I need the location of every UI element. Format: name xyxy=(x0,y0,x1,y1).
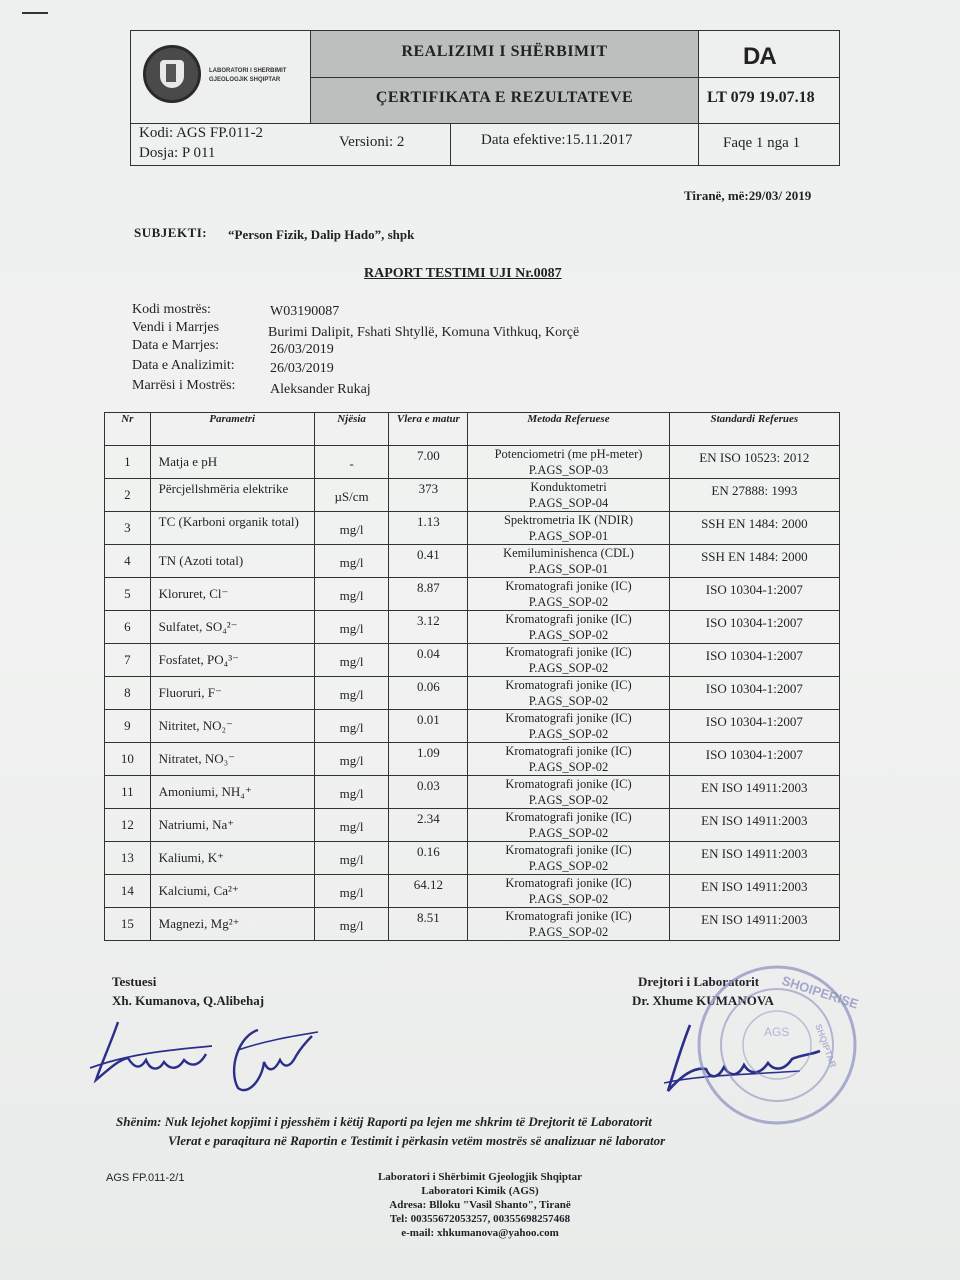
cell-method xyxy=(468,743,669,776)
ags-seal-icon xyxy=(143,45,201,103)
method-sop: P.AGS_SOP-02 xyxy=(528,727,609,741)
cell-method xyxy=(468,479,669,512)
cell-value: 1.13 xyxy=(389,512,468,545)
sample-label: Data e Analizimit: xyxy=(132,358,235,373)
method-sop: P.AGS_SOP-01 xyxy=(528,529,609,543)
sample-label: Data e Marrjes: xyxy=(132,338,220,353)
note-line-1: Shënim: Nuk lejohet kopjimi i pjesshëm i këtij Raporti pa lejen me shkrim të Drejtorit të Laboratorit xyxy=(116,1114,652,1129)
director-name: Dr. Xhume KUMANOVA xyxy=(632,993,774,1008)
cell-unit: mg/l xyxy=(314,743,389,776)
cell-method xyxy=(468,446,669,479)
subject-label: SUBJEKTI: xyxy=(134,225,208,240)
col-header-standard: Standardi Referues xyxy=(669,413,839,446)
cell-parameter: Nitratet, NO₃⁻ xyxy=(150,743,314,776)
cell-method xyxy=(468,776,669,809)
method-sop: P.AGS_SOP-02 xyxy=(528,661,609,675)
cell-nr: 15 xyxy=(105,908,151,941)
method-name: Kromatografi jonike (IC) xyxy=(505,810,632,824)
col-header-method: Metoda Referuese xyxy=(468,413,669,446)
col-header-parameter: Parametri xyxy=(150,413,314,446)
cell-value: 8.51 xyxy=(389,908,468,941)
table-row xyxy=(105,710,840,743)
cell-parameter: Kalciumi, Ca²⁺ xyxy=(150,875,314,908)
cell-unit: mg/l xyxy=(314,677,389,710)
cell-method xyxy=(468,578,669,611)
cell-method xyxy=(468,875,669,908)
kodi: Kodi: AGS FP.011-2 xyxy=(139,125,264,141)
cell-nr: 12 xyxy=(105,809,151,842)
sample-value: Burimi Dalipit, Fshati Shtyllë, Komuna Vithkuq, Korçë xyxy=(268,325,580,340)
method-name: Spektrometria IK (NDIR) xyxy=(503,513,634,527)
cell-nr: 8 xyxy=(105,677,151,710)
results-table xyxy=(104,412,840,941)
table-row xyxy=(105,743,840,776)
footer-line: Tel: 00355672053257, 00355698257468 xyxy=(389,1213,571,1225)
cell-nr: 4 xyxy=(105,545,151,578)
col-header-nr: Nr xyxy=(105,413,151,446)
header-block xyxy=(130,30,840,166)
tester-names: Xh. Kumanova, Q.Alibehaj xyxy=(112,993,265,1008)
cell-method xyxy=(468,545,669,578)
method-sop: P.AGS_SOP-01 xyxy=(528,562,609,576)
method-name: Kromatografi jonike (IC) xyxy=(505,744,632,758)
cell-nr: 9 xyxy=(105,710,151,743)
table-row xyxy=(105,578,840,611)
method-name: Kromatografi jonike (IC) xyxy=(505,612,632,626)
cell-standard: EN ISO 14911:2003 xyxy=(669,875,839,908)
table-row xyxy=(105,446,840,479)
col-header-unit: Njësia xyxy=(314,413,389,446)
footer-line: e-mail: xhkumanova@yahoo.com xyxy=(401,1227,559,1239)
place-date: Tiranë, më:29/03/ 2019 xyxy=(684,188,812,203)
tester-title: Testuesi xyxy=(112,974,157,989)
method-name: Kromatografi jonike (IC) xyxy=(505,909,632,923)
table-row xyxy=(105,908,840,941)
sample-value: 26/03/2019 xyxy=(270,361,334,376)
data-efektive: Data efektive:15.11.2017 xyxy=(481,132,633,148)
method-name: Konduktometri xyxy=(530,480,607,494)
cell-parameter: TN (Azoti total) xyxy=(150,545,314,578)
method-sop: P.AGS_SOP-02 xyxy=(528,925,609,939)
cell-method xyxy=(468,842,669,875)
dosja: Dosja: P 011 xyxy=(139,145,216,161)
cell-value: 1.09 xyxy=(389,743,468,776)
cell-nr: 10 xyxy=(105,743,151,776)
method-sop: P.AGS_SOP-03 xyxy=(528,463,609,477)
cell-unit: µS/cm xyxy=(314,479,389,512)
cell-method xyxy=(468,512,669,545)
cell-value: 0.03 xyxy=(389,776,468,809)
cell-nr: 5 xyxy=(105,578,151,611)
cell-value: 0.01 xyxy=(389,710,468,743)
faqe: Faqe 1 nga 1 xyxy=(723,135,801,151)
cell-parameter: Natriumi, Na⁺ xyxy=(150,809,314,842)
method-name: Kromatografi jonike (IC) xyxy=(505,678,632,692)
footer-address xyxy=(0,1170,960,1240)
table-row xyxy=(105,809,840,842)
cell-value: 373 xyxy=(389,479,468,512)
cell-standard: ISO 10304-1:2007 xyxy=(669,710,839,743)
cell-standard: ISO 10304-1:2007 xyxy=(669,578,839,611)
sample-label: Vendi i Marrjes xyxy=(132,320,220,335)
method-name: Kromatografi jonike (IC) xyxy=(505,579,632,593)
svg-text:SHOIPERISE: SHOIPERISE xyxy=(780,972,861,1012)
svg-text:SHQIPTAR: SHQIPTAR xyxy=(813,1022,839,1069)
cell-nr: 13 xyxy=(105,842,151,875)
sample-value: Aleksander Rukaj xyxy=(270,382,371,397)
cell-standard: ISO 10304-1:2007 xyxy=(669,644,839,677)
cell-nr: 14 xyxy=(105,875,151,908)
cell-parameter: Kloruret, Cl⁻ xyxy=(150,578,314,611)
cell-method xyxy=(468,677,669,710)
cell-parameter: Amoniumi, NH₄⁺ xyxy=(150,776,314,809)
cell-nr: 2 xyxy=(105,479,151,512)
cell-value: 0.41 xyxy=(389,545,468,578)
cell-unit: mg/l xyxy=(314,776,389,809)
method-sop: P.AGS_SOP-02 xyxy=(528,793,609,807)
cell-standard: EN ISO 14911:2003 xyxy=(669,809,839,842)
method-sop: P.AGS_SOP-02 xyxy=(528,859,609,873)
cell-standard: EN 27888: 1993 xyxy=(669,479,839,512)
logo-text: LABORATORI I SHERBIMIT GJEOLOGJIK SHQIPTAR xyxy=(209,68,287,83)
cell-method xyxy=(468,644,669,677)
method-sop: P.AGS_SOP-02 xyxy=(528,595,609,609)
cell-method xyxy=(468,908,669,941)
cell-method xyxy=(468,611,669,644)
method-name: Kromatografi jonike (IC) xyxy=(505,645,632,659)
header-title-top: REALIZIMI I SHËRBIMIT xyxy=(401,43,608,60)
cell-parameter: Matja e pH xyxy=(150,446,314,479)
cell-value: 0.04 xyxy=(389,644,468,677)
table-row xyxy=(105,611,840,644)
cell-unit: mg/l xyxy=(314,644,389,677)
table-row xyxy=(105,644,840,677)
cell-method xyxy=(468,809,669,842)
cell-nr: 7 xyxy=(105,644,151,677)
cell-standard: EN ISO 10523: 2012 xyxy=(669,446,839,479)
table-row xyxy=(105,875,840,908)
cell-unit: mg/l xyxy=(314,875,389,908)
cell-nr: 11 xyxy=(105,776,151,809)
cell-parameter: Magnezi, Mg²⁺ xyxy=(150,908,314,941)
cell-parameter: Fluoruri, F⁻ xyxy=(150,677,314,710)
footer-line: Laboratori Kimik (AGS) xyxy=(421,1185,539,1197)
table-header-row xyxy=(105,413,840,446)
footer-line: Adresa: Blloku "Vasil Shanto", Tiranë xyxy=(389,1199,571,1211)
cert-code: LT 079 19.07.18 xyxy=(707,89,815,106)
cell-unit: mg/l xyxy=(314,710,389,743)
method-name: Kromatografi jonike (IC) xyxy=(505,711,632,725)
method-sop: P.AGS_SOP-02 xyxy=(528,628,609,642)
version-cell xyxy=(311,124,451,165)
cell-value: 2.34 xyxy=(389,809,468,842)
table-row xyxy=(105,479,840,512)
da-logo: DA xyxy=(743,43,776,70)
cell-value: 0.06 xyxy=(389,677,468,710)
cell-unit: mg/l xyxy=(314,611,389,644)
logo-cell xyxy=(131,31,311,124)
method-name: Kromatografi jonike (IC) xyxy=(505,843,632,857)
cell-unit: mg/l xyxy=(314,908,389,941)
svg-text:AGS: AGS xyxy=(764,1025,790,1039)
cell-value: 0.16 xyxy=(389,842,468,875)
sample-label: Kodi mostrës: xyxy=(132,302,211,317)
table-row xyxy=(105,545,840,578)
cell-unit: - xyxy=(314,446,389,479)
cell-parameter: Nitritet, NO₂⁻ xyxy=(150,710,314,743)
cell-unit: mg/l xyxy=(314,545,389,578)
cell-parameter: Kaliumi, K⁺ xyxy=(150,842,314,875)
method-sop: P.AGS_SOP-02 xyxy=(528,892,609,906)
cell-method xyxy=(468,710,669,743)
report-title: RAPORT TESTIMI UJI Nr.0087 xyxy=(364,266,562,281)
table-row xyxy=(105,776,840,809)
sample-value: 26/03/2019 xyxy=(270,342,334,357)
cell-nr: 6 xyxy=(105,611,151,644)
sample-value: W03190087 xyxy=(270,304,340,319)
method-sop: P.AGS_SOP-02 xyxy=(528,760,609,774)
cell-value: 7.00 xyxy=(389,446,468,479)
cell-standard: ISO 10304-1:2007 xyxy=(669,611,839,644)
cell-standard: ISO 10304-1:2007 xyxy=(669,743,839,776)
corner-mark xyxy=(22,12,48,14)
cell-standard: EN ISO 14911:2003 xyxy=(669,776,839,809)
cell-standard: EN ISO 14911:2003 xyxy=(669,842,839,875)
cell-nr: 1 xyxy=(105,446,151,479)
cell-parameter: TC (Karboni organik total) xyxy=(150,512,314,545)
cell-unit: mg/l xyxy=(314,512,389,545)
cell-parameter: Sulfatet, SO₄²⁻ xyxy=(150,611,314,644)
method-sop: P.AGS_SOP-04 xyxy=(528,496,609,510)
method-sop: P.AGS_SOP-02 xyxy=(528,826,609,840)
cell-unit: mg/l xyxy=(314,578,389,611)
cell-standard: ISO 10304-1:2007 xyxy=(669,677,839,710)
note-line-2: Vlerat e paraqitura në Raportin e Testimit i përkasin vetëm mostrës së analizuar në laborator xyxy=(168,1133,666,1148)
header-title-bottom: ÇERTIFIKATA E REZULTATEVE xyxy=(375,89,634,106)
cell-standard: SSH EN 1484: 2000 xyxy=(669,545,839,578)
director-title: Drejtori i Laboratorit xyxy=(638,974,760,989)
cell-nr: 3 xyxy=(105,512,151,545)
versioni: Versioni: 2 xyxy=(339,134,405,150)
cell-standard: EN ISO 14911:2003 xyxy=(669,908,839,941)
col-header-value: Vlera e matur xyxy=(389,413,468,446)
method-name: Kemiluminishenca (CDL) xyxy=(503,546,634,560)
effective-date-cell xyxy=(451,124,699,165)
method-sop: P.AGS_SOP-02 xyxy=(528,694,609,708)
title-cell xyxy=(311,31,699,124)
sample-label: Marrësi i Mostrës: xyxy=(132,378,236,393)
subject-value: “Person Fizik, Dalip Hado”, shpk xyxy=(228,227,415,242)
table-row xyxy=(105,512,840,545)
cell-parameter: Fosfatet, PO₄³⁻ xyxy=(150,644,314,677)
form-code: AGS FP.011-2/1 xyxy=(106,1172,185,1184)
method-name: Kromatografi jonike (IC) xyxy=(505,777,632,791)
cell-parameter: Përcjellshmëria elektrike xyxy=(150,479,314,512)
method-name: Kromatografi jonike (IC) xyxy=(505,876,632,890)
laboratory-stamp xyxy=(692,960,862,1130)
tester-signatures xyxy=(88,1010,328,1100)
cell-standard: SSH EN 1484: 2000 xyxy=(669,512,839,545)
method-name: Potenciometri (me pH-meter) xyxy=(494,447,643,461)
cell-unit: mg/l xyxy=(314,842,389,875)
table-row xyxy=(105,842,840,875)
cell-unit: mg/l xyxy=(314,809,389,842)
cell-value: 64.12 xyxy=(389,875,468,908)
footer-line: Laboratori i Shërbimit Gjeologjik Shqiptar xyxy=(377,1171,583,1183)
cell-value: 8.87 xyxy=(389,578,468,611)
cell-value: 3.12 xyxy=(389,611,468,644)
table-row xyxy=(105,677,840,710)
